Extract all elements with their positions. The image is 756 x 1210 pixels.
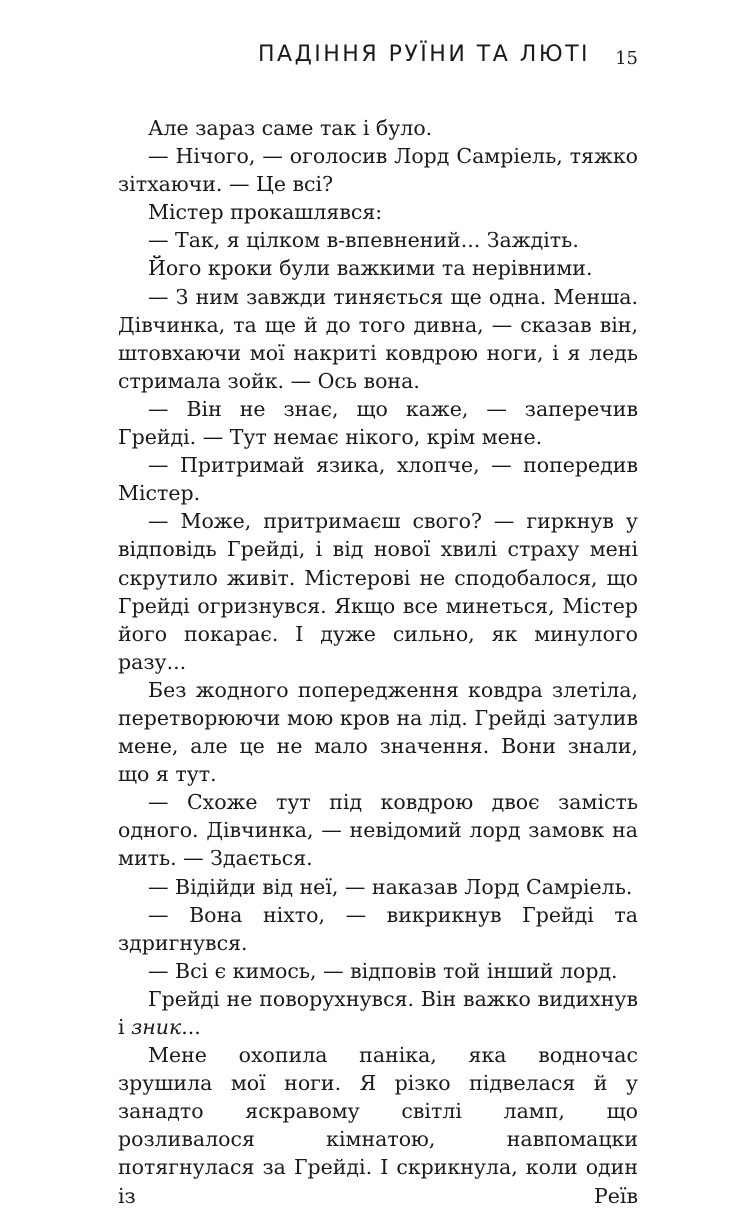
paragraph: — Схоже тут під ковдрою двоє замість одного. Дівчинка, — невідомий лорд замовк на мить. — Здається. — [118, 790, 638, 871]
paragraph: Містер прокашлявся: — [148, 200, 383, 225]
paragraph: — Так, я цілком в-впевнений... Заждіть. — [148, 228, 579, 253]
body-text — [118, 114, 638, 1210]
paragraph: — Притримай язика, хлопче, — попередив Містер. — [118, 453, 638, 506]
paragraph: Але зараз саме так і було. — [148, 116, 433, 140]
paragraph-final: Мене охопила паніка, яка водночас зрушила мої ноги. Я різко підвелася й у занадто яскравому світлі ламп, що розливалося кімнатою, навпомацки потягнулася за Грейді. І скрикнула, коли один із Реїв — [118, 1043, 638, 1208]
paragraph: — Відійди від неї, — наказав Лорд Самріель. — [148, 874, 633, 899]
page-number: 15 — [615, 48, 638, 69]
paragraph: — Нічого, — оголосив Лорд Самріель, тяжко зітхаючи. — Це всі? — [118, 144, 638, 197]
paragraph: Його кроки були важкими та нерівними. — [148, 256, 593, 281]
paragraph: — З ним завжди тиняється ще одна. Менша. Дівчинка, та ще й до того дивна, — сказав він, штовхаючи мої накриті ковдрою ноги, і я ледь стримала зойк. — Ось вона. — [118, 284, 638, 393]
paragraph-text: Грейді не поворухнувся. Він важко видихнув і — [118, 986, 638, 1039]
paragraph: Без жодного попередження ковдра злетіла, перетворюючи мою кров на лід. Грейді затулив мене, але це не мало значення. Вони знали, що я тут. — [118, 677, 638, 787]
paragraph: — Може, притримаєш свого? — гиркнув у відповідь Грейді, і від нової хвилі страху мені скрутило живіт. Містерові не сподобалося, що Грейді огризнувся. Якщо все минеться, Містер його покарає. І дуже сильно, як минулого разу... — [118, 509, 638, 674]
paragraph-with-italic — [118, 985, 638, 1041]
italic-word: зник — [131, 1015, 182, 1039]
running-title: ПАДІННЯ РУЇНИ ТА ЛЮТІ — [258, 42, 590, 67]
paragraph: — Всі є кимось, — відповів той інший лорд. — [148, 958, 618, 983]
paragraph: — Він не знає, що каже, — заперечив Грейді. — Тут немає нікого, крім мене. — [118, 396, 638, 450]
paragraph: — Вона ніхто, — викрикнув Грейді та здригнувся. — [118, 902, 638, 955]
paragraph-text: ... — [181, 1015, 201, 1039]
